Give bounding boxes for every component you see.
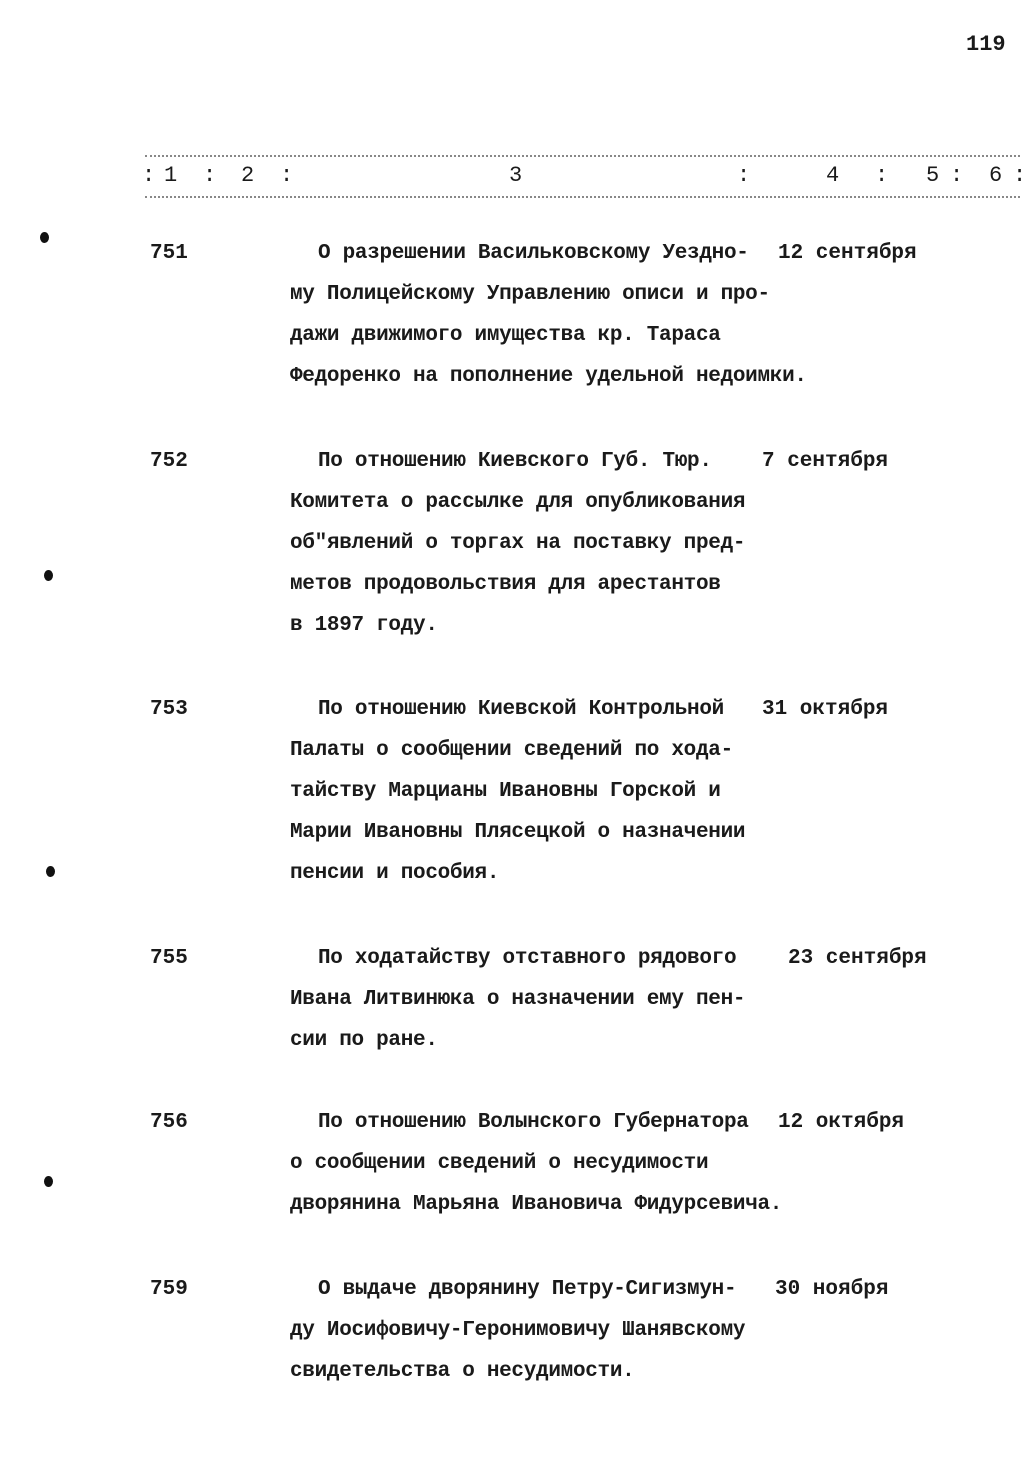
entry-text-line: О разрешении Васильковскому Уездно- [318,242,749,265]
entry-number: 755 [150,947,188,970]
entry-text-line: Палаты о сообщении сведений по хода- [290,739,733,762]
column-header-2: 2 [241,163,255,188]
column-header-5: 5 [926,163,940,188]
column-separator: : [203,163,217,188]
entry-text-line: му Полицейскому Управлению описи и про- [290,283,770,306]
entry-text-line: метов продовольствия для арестантов [290,573,721,596]
entry-text-line: Федоренко на пополнение удельной недоимки. [290,365,807,388]
header-rule-top [145,155,1020,157]
punch-hole-mark [44,570,53,581]
entry-text-line: сии по ране. [290,1029,438,1052]
entry-text-line: о сообщении сведений о несудимости [290,1152,709,1175]
entry-number: 753 [150,698,188,721]
entry-date: 23 сентября [788,947,927,970]
punch-hole-mark [46,866,55,877]
column-separator: : [280,163,294,188]
entry-number: 756 [150,1111,188,1134]
header-rule-bottom [145,196,1020,198]
column-header-4: 4 [826,163,840,188]
entry-date: 7 сентября [762,450,889,473]
entry-date: 12 сентября [778,242,917,265]
entry-text-line: дворянина Марьяна Ивановича Фидурсевича. [290,1193,783,1216]
entry-date: 30 ноября [775,1278,889,1301]
page-number: 119 [966,32,1006,57]
column-separator: : [1013,163,1026,188]
entry-text-line: об"явлений о торгах на поставку пред- [290,532,746,555]
entry-date: 31 октября [762,698,889,721]
entry-text-line: По отношению Киевской Контрольной [318,698,724,721]
entry-text-line: ду Иосифовичу-Геронимовичу Шанявскому [290,1319,746,1342]
entry-text-line: дажи движимого имущества кр. Тараса [290,324,721,347]
entry-text-line: По отношению Киевского Губ. Тюр. [318,450,712,473]
column-separator: : [875,163,889,188]
entry-number: 759 [150,1278,188,1301]
entry-text-line: Комитета о рассылке для опубликования [290,491,746,514]
column-separator: : [950,163,964,188]
entry-number: 751 [150,242,188,265]
entry-text-line: Марии Ивановны Плясецкой о назначении [290,821,746,844]
entry-text-line: свидетельства о несудимости. [290,1360,635,1383]
entry-text-line: О выдаче дворянину Петру-Сигизмун- [318,1278,737,1301]
column-header-1: 1 [164,163,178,188]
entry-number: 752 [150,450,188,473]
column-separator: : [737,163,751,188]
entry-text-line: По ходатайству отставного рядового [318,947,737,970]
entry-text-line: Ивана Литвинюка о назначении ему пен- [290,988,746,1011]
entry-text-line: пенсии и пособия. [290,862,500,885]
entry-text-line: тайству Марцианы Ивановны Горской и [290,780,721,803]
column-header-6: 6 [989,163,1003,188]
entry-date: 12 октября [778,1111,905,1134]
entry-text-line: По отношению Волынского Губернатора [318,1111,749,1134]
punch-hole-mark [40,232,49,243]
entry-text-line: в 1897 году. [290,614,438,637]
column-separator: : [142,163,156,188]
column-header-3: 3 [509,163,523,188]
punch-hole-mark [44,1176,53,1187]
